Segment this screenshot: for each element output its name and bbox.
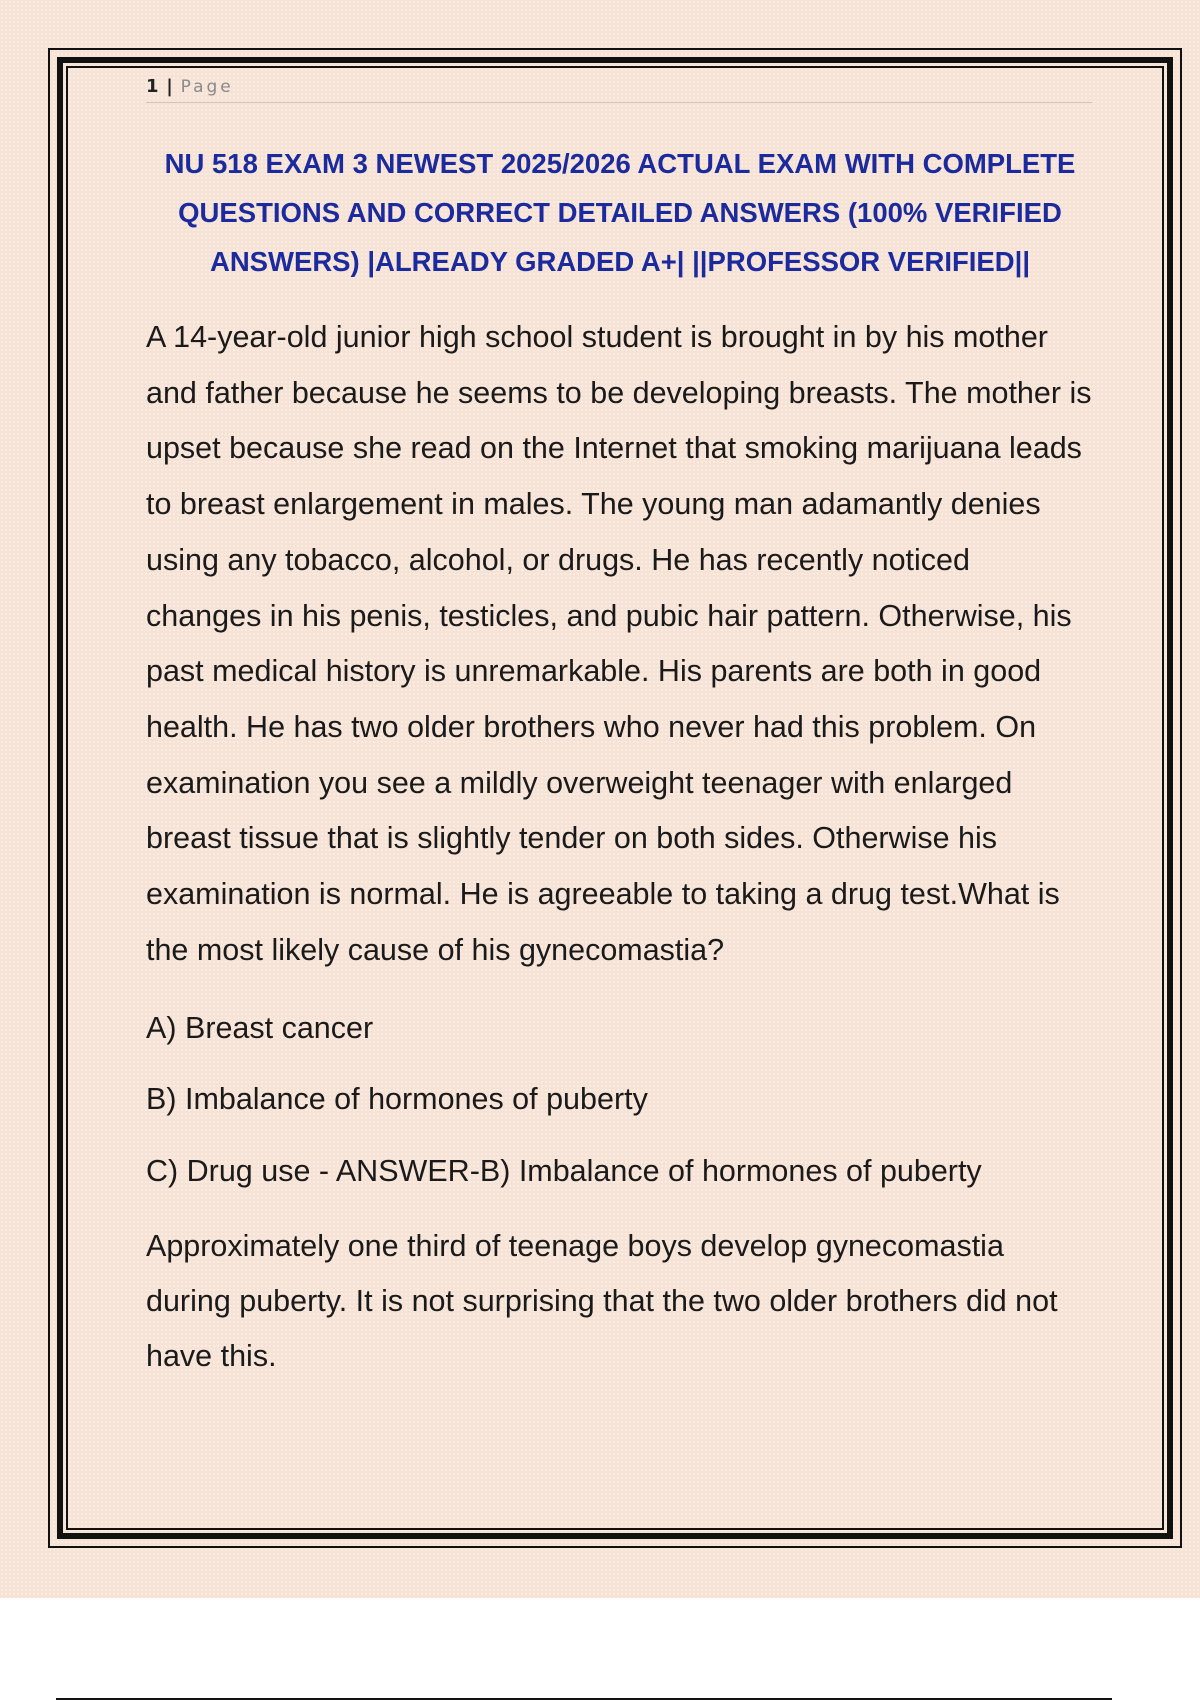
page-header [146,72,1092,103]
option-a: A) Breast cancer [146,1011,374,1046]
question-text: A 14-year-old junior high school student is brought in by his mother and father because he seems to be developing breasts. The mother is upset because she read on the Internet that smoking marijuana leads to breast enlargement in males. The young man adamantly denies using any tobacco, alcohol, or drugs. He has recently noticed changes in his penis, testicles, and pubic hair pattern. Otherwise, his past medical history is unremarkable. His parents are both in good health. He has two older brothers who never had this problem. On examination you see a mildly overweight teenager with enlarged breast tissue that is slightly tender on both sides. Otherwise his examination is normal. He is agreeable to taking a drug test.What is the most likely cause of his gynecomastia? [146,320,1092,967]
option-c-with-answer: C) Drug use - ANSWER-B) Imbalance of hormones of puberty [146,1154,982,1189]
document-title: NU 518 EXAM 3 NEWEST 2025/2026 ACTUAL EXAM WITH COMPLETE QUESTIONS AND CORRECT DETAILED ANSWERS (100% VERIFIED ANSWERS) |ALREADY GRADED A+| ||PROFESSOR VERIFIED|| [164,148,1076,277]
answer-explanation: Approximately one third of teenage boys develop gynecomastia during puberty. It is not surprising that the two older brothers did not have this. [146,1229,1058,1374]
page-number: 1 [146,76,159,97]
page-header-separator: | [166,76,173,97]
page-word: Page [180,77,234,97]
page-content [146,72,1092,1384]
option-b: B) Imbalance of hormones of puberty [146,1082,648,1117]
